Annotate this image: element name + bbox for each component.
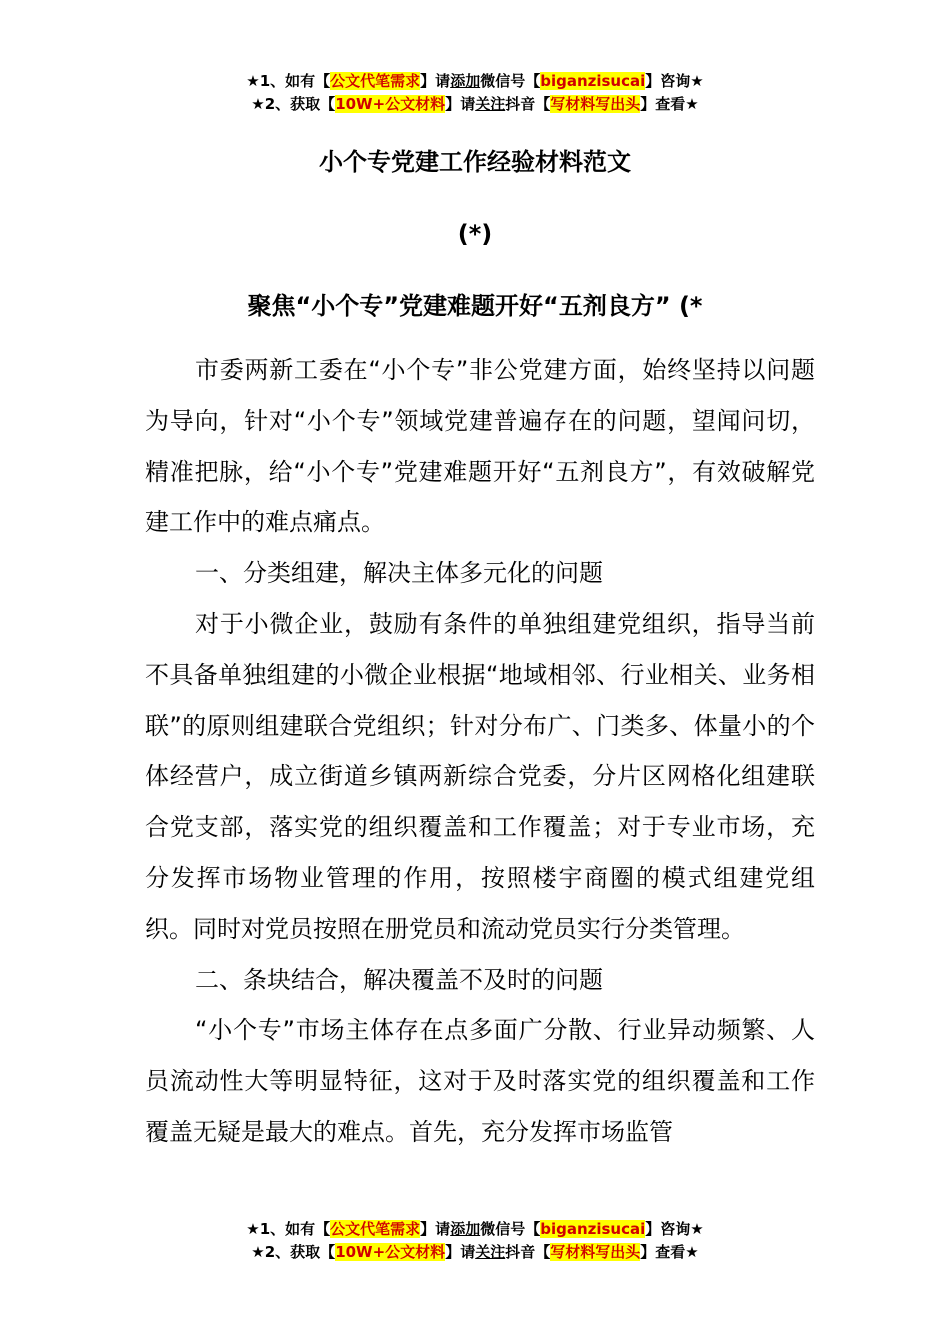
promo-highlight: 写材料写出头 (550, 1243, 641, 1261)
promo-text: 】请 (420, 72, 451, 90)
promo-underline-text: 关注 (475, 95, 506, 113)
promo-highlight: 10W+公文材料 (335, 95, 446, 113)
promo-banner-top (0, 70, 950, 116)
document-title: 小个专党建工作经验材料范文 (319, 148, 631, 176)
document-subtitle: (*) (457, 220, 493, 248)
promo-text: 抖音【 (505, 1243, 551, 1261)
promo-suffix: 】查看★ (640, 95, 699, 113)
paragraph-section-2: “小个专”市场主体存在点多面广分散、行业异动频繁、人员流动性大等明显特征，这对于及时落实党的组织覆盖和工作覆盖无疑是最大的难点。首先，充分发挥市场监管 (145, 1016, 815, 1146)
promo-line-2 (0, 93, 950, 116)
promo-suffix: 】查看★ (640, 1243, 699, 1261)
promo-highlight: 写材料写出头 (550, 95, 641, 113)
document-body (145, 345, 815, 1158)
promo-underline-text: 关注 (475, 1243, 506, 1261)
promo-text: 微信号【 (480, 1220, 541, 1238)
promo-highlight: biganzisucai (540, 1220, 646, 1238)
promo-text: 微信号【 (480, 72, 541, 90)
promo-prefix: ★1、如有【 (246, 72, 331, 90)
promo-highlight: 公文代笔需求 (330, 1220, 421, 1238)
promo-line-1 (0, 70, 950, 93)
paragraph-intro: 市委两新工委在“小个专”非公党建方面，始终坚持以问题为导向，针对“小个专”领域党建普遍存在的问题，望闻问切，精准把脉，给“小个专”党建难题开好“五剂良方”，有效破解党建工作中的难点痛点。 (145, 356, 815, 537)
promo-prefix: ★2、获取【 (251, 1243, 336, 1261)
section-heading-2: 二、条块结合，解决覆盖不及时的问题 (195, 965, 603, 994)
promo-prefix: ★1、如有【 (246, 1220, 331, 1238)
document-heading: 聚焦“小个专”党建难题开好“五剂良方” (* (247, 292, 703, 320)
promo-text: 】请 (445, 1243, 476, 1261)
promo-highlight: 公文代笔需求 (330, 72, 421, 90)
promo-prefix: ★2、获取【 (251, 95, 336, 113)
promo-text: 抖音【 (505, 95, 551, 113)
promo-text: 】请 (445, 95, 476, 113)
paragraph-section-1: 对于小微企业，鼓励有条件的单独组建党组织，指导当前不具备单独组建的小微企业根据“地域相邻、行业相关、业务相联”的原则组建联合党组织；针对分布广、门类多、体量小的个体经营户，成立街道乡镇两新综合党委，分片区网格化组建联合党支部，落实党的组织覆盖和工作覆盖；对于专业市场，充分发挥市场物业管理的作用，按照楼宇商圈的模式组建党组织。同时对党员按照在册党员和流动党员实行分类管理。 (145, 609, 815, 943)
promo-underline-text: 添加 (450, 1220, 481, 1238)
promo-line-2 (0, 1241, 950, 1264)
promo-highlight: 10W+公文材料 (335, 1243, 446, 1261)
promo-suffix: 】咨询★ (645, 72, 704, 90)
promo-banner-bottom (0, 1218, 950, 1264)
promo-suffix: 】咨询★ (645, 1220, 704, 1238)
promo-text: 】请 (420, 1220, 451, 1238)
promo-line-1 (0, 1218, 950, 1241)
promo-highlight: biganzisucai (540, 72, 646, 90)
promo-underline-text: 添加 (450, 72, 481, 90)
section-heading-1: 一、分类组建，解决主体多元化的问题 (195, 559, 603, 588)
